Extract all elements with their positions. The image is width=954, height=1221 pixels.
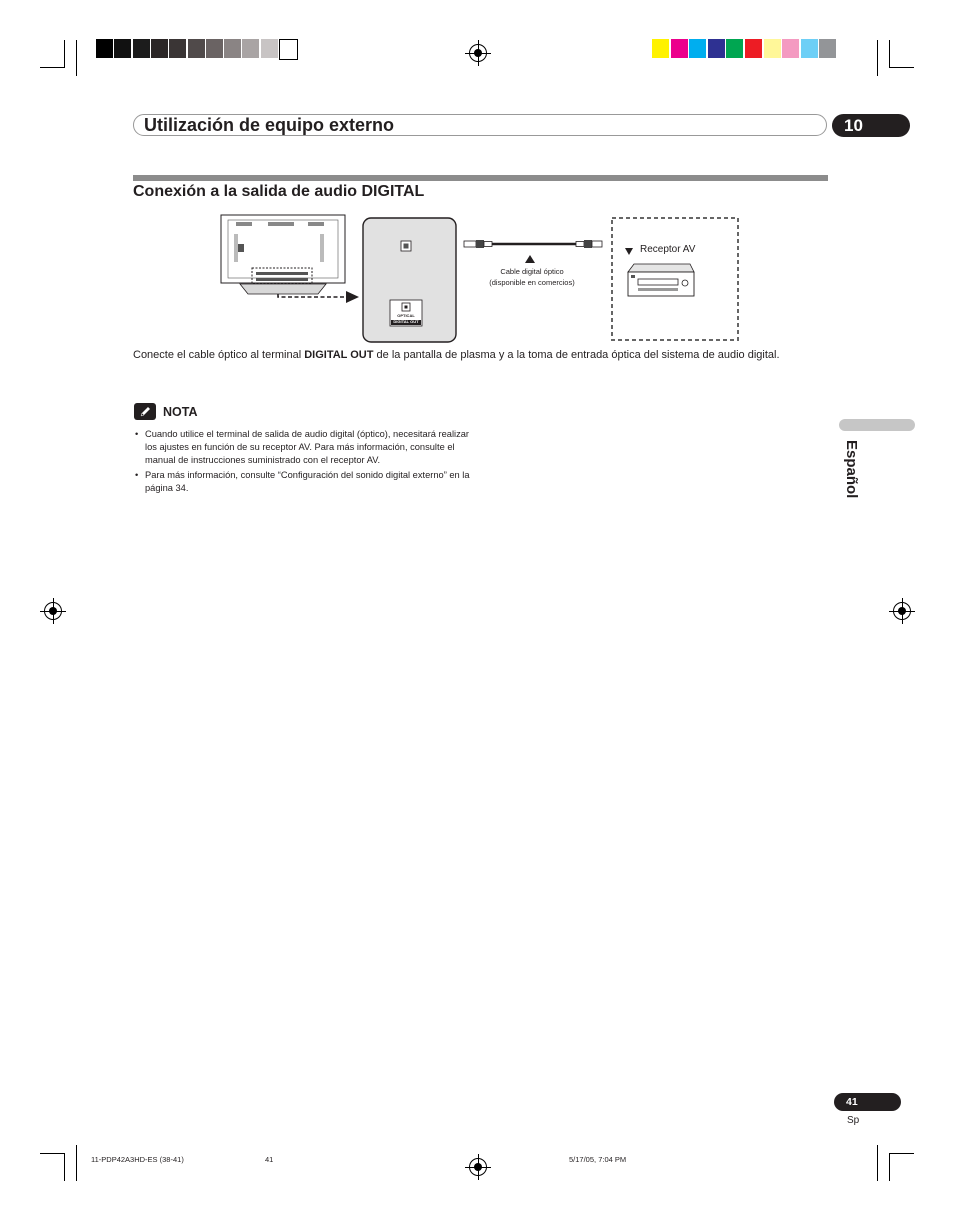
gray-swatch — [169, 39, 186, 58]
page-number: 41 — [834, 1093, 901, 1111]
note-title: NOTA — [163, 405, 198, 419]
gray-swatch — [96, 39, 113, 58]
crop-mark — [40, 1153, 65, 1154]
av-receiver-icon — [628, 264, 694, 296]
color-swatch — [708, 39, 725, 58]
crop-mark — [40, 67, 65, 68]
page-language-code: Sp — [847, 1115, 860, 1126]
gray-swatch — [206, 39, 223, 58]
color-swatch — [782, 39, 799, 58]
crop-mark — [889, 40, 890, 68]
body-text-start: Conecte el cable óptico al terminal — [133, 349, 305, 361]
gray-swatch — [114, 39, 131, 58]
optical-port-label: OPTICAL — [397, 313, 415, 318]
receiver-label: Receptor AV — [640, 244, 696, 255]
crop-mark — [877, 1145, 878, 1181]
note-list — [135, 428, 480, 496]
crop-mark — [889, 67, 914, 68]
gray-swatch — [133, 39, 150, 58]
crop-mark — [64, 40, 65, 68]
language-tab — [839, 419, 915, 431]
gray-swatch — [261, 39, 278, 58]
language-label-text: Español — [843, 440, 860, 499]
gray-swatch — [224, 39, 241, 58]
registration-mark-icon — [44, 602, 62, 620]
pencil-icon — [134, 403, 156, 420]
note-item: • Cuando utilice el terminal de salida de audio digital (óptico), necesitará realizar los ajustes en función de su receptor AV. Para más información, consulte el manual de instrucciones suministrado con el receptor AV. — [135, 428, 480, 468]
plasma-tv-rear-icon — [221, 215, 345, 294]
section-rule — [133, 175, 828, 181]
chapter-number: 10 — [832, 114, 910, 137]
crop-mark — [64, 1153, 65, 1181]
body-text-bold: DIGITAL OUT — [304, 349, 374, 361]
cable-caption-line: Cable digital óptico — [500, 267, 564, 276]
footer-page: 41 — [265, 1155, 274, 1164]
color-swatch — [689, 39, 706, 58]
color-swatch — [671, 39, 688, 58]
color-swatch — [801, 39, 818, 58]
body-paragraph — [133, 348, 823, 363]
color-swatch — [652, 39, 669, 58]
registration-mark-icon — [469, 1158, 487, 1176]
color-swatch — [726, 39, 743, 58]
language-label — [836, 440, 866, 510]
section-title: Conexión a la salida de audio DIGITAL — [133, 183, 425, 200]
cable-caption-line: (disponible en comercios) — [489, 278, 575, 287]
digital-out-port-label: DIGITAL OUT — [393, 319, 419, 324]
crop-mark — [889, 1153, 914, 1154]
color-swatch — [764, 39, 781, 58]
gray-swatch — [279, 39, 298, 60]
crop-mark — [76, 1145, 77, 1181]
note-item: • Para más información, consulte “Configuración del sonido digital externo” en la página 34. — [135, 469, 480, 495]
color-swatch — [745, 39, 762, 58]
crop-mark — [76, 40, 77, 76]
color-swatch — [819, 39, 836, 58]
crop-mark — [889, 1153, 890, 1181]
gray-swatch — [188, 39, 205, 58]
body-text-end: de la pantalla de plasma y a la toma de entrada óptica del sistema de audio digital. — [373, 349, 780, 361]
cable-caption — [464, 266, 600, 288]
footer-file: 11-PDP42A3HD-ES (38-41) — [91, 1155, 184, 1164]
registration-mark-icon — [469, 44, 487, 62]
crop-mark — [877, 40, 878, 76]
gray-swatch — [242, 39, 259, 58]
registration-mark-icon — [893, 602, 911, 620]
gray-swatch — [151, 39, 168, 58]
connection-diagram — [220, 214, 740, 344]
chapter-title: Utilización de equipo externo — [144, 115, 395, 135]
footer-date: 5/17/05, 7:04 PM — [569, 1155, 627, 1164]
